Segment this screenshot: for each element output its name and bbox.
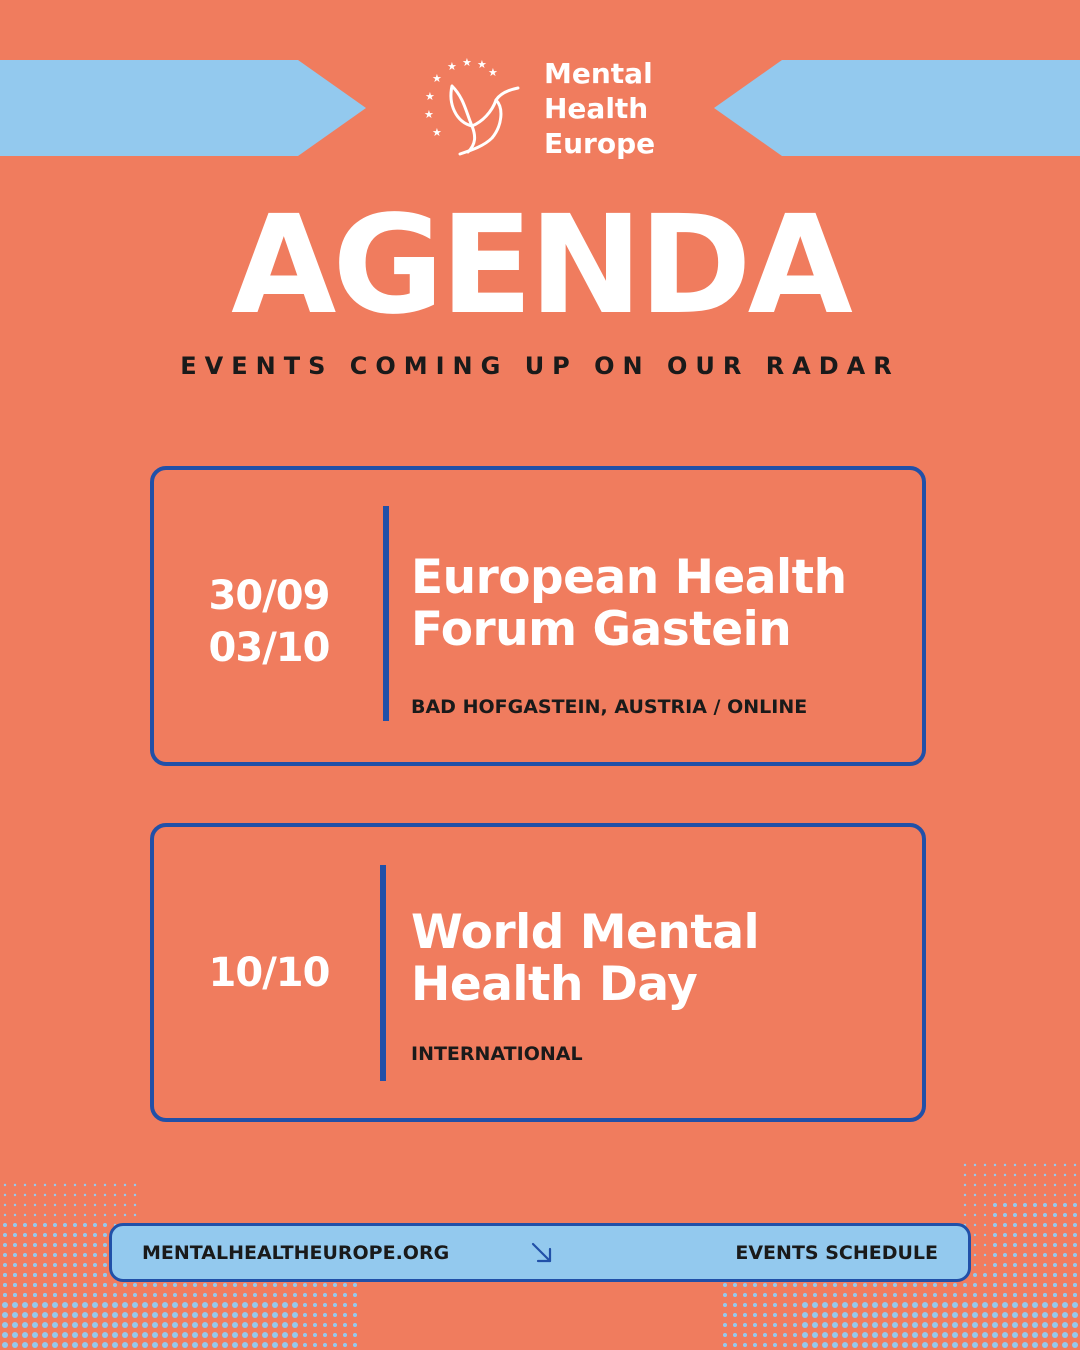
event-title-line: Forum Gastein bbox=[411, 602, 792, 657]
svg-text:★: ★ bbox=[425, 90, 435, 103]
brand-name-line: Mental bbox=[544, 57, 653, 90]
event-title-line: Health Day bbox=[411, 957, 698, 1012]
svg-text:★: ★ bbox=[424, 108, 434, 121]
bird-with-stars-icon bbox=[420, 56, 530, 160]
event-card[interactable] bbox=[150, 823, 926, 1122]
right-ribbon-decoration bbox=[714, 60, 1080, 156]
event-date-line: 10/10 bbox=[208, 950, 330, 996]
footer-bar bbox=[109, 1223, 971, 1282]
left-ribbon-decoration bbox=[0, 60, 366, 156]
svg-text:★: ★ bbox=[477, 58, 487, 71]
brand-name-line: Europe bbox=[544, 127, 656, 160]
svg-text:★: ★ bbox=[488, 66, 498, 79]
event-title bbox=[411, 552, 911, 656]
arrow-down-right-icon bbox=[530, 1241, 554, 1265]
event-divider bbox=[383, 506, 389, 721]
event-card[interactable] bbox=[150, 466, 926, 766]
brand-name-line: Health bbox=[544, 92, 649, 125]
svg-text:★: ★ bbox=[432, 126, 442, 139]
event-date-line: 30/09 bbox=[208, 573, 330, 619]
event-location: INTERNATIONAL bbox=[411, 1043, 583, 1065]
brand-name bbox=[544, 56, 655, 161]
page-subtitle: EVENTS COMING UP ON OUR RADAR bbox=[180, 352, 900, 380]
event-date-line: 03/10 bbox=[208, 625, 330, 671]
page-title: AGENDA bbox=[231, 187, 849, 345]
svg-text:★: ★ bbox=[447, 60, 457, 73]
event-divider bbox=[380, 865, 386, 1081]
website-link[interactable]: MENTALHEALTHEUROPE.ORG bbox=[142, 1242, 450, 1264]
event-title bbox=[411, 907, 911, 1011]
brand-logo[interactable] bbox=[420, 56, 680, 160]
svg-text:★: ★ bbox=[462, 56, 472, 69]
events-schedule-link[interactable]: EVENTS SCHEDULE bbox=[735, 1242, 938, 1264]
event-title-line: World Mental bbox=[411, 905, 760, 960]
event-date bbox=[154, 947, 384, 999]
svg-text:★: ★ bbox=[432, 72, 442, 85]
event-location: BAD HOFGASTEIN, AUSTRIA / ONLINE bbox=[411, 696, 808, 718]
event-title-line: European Health bbox=[411, 550, 847, 605]
event-date bbox=[154, 570, 384, 674]
